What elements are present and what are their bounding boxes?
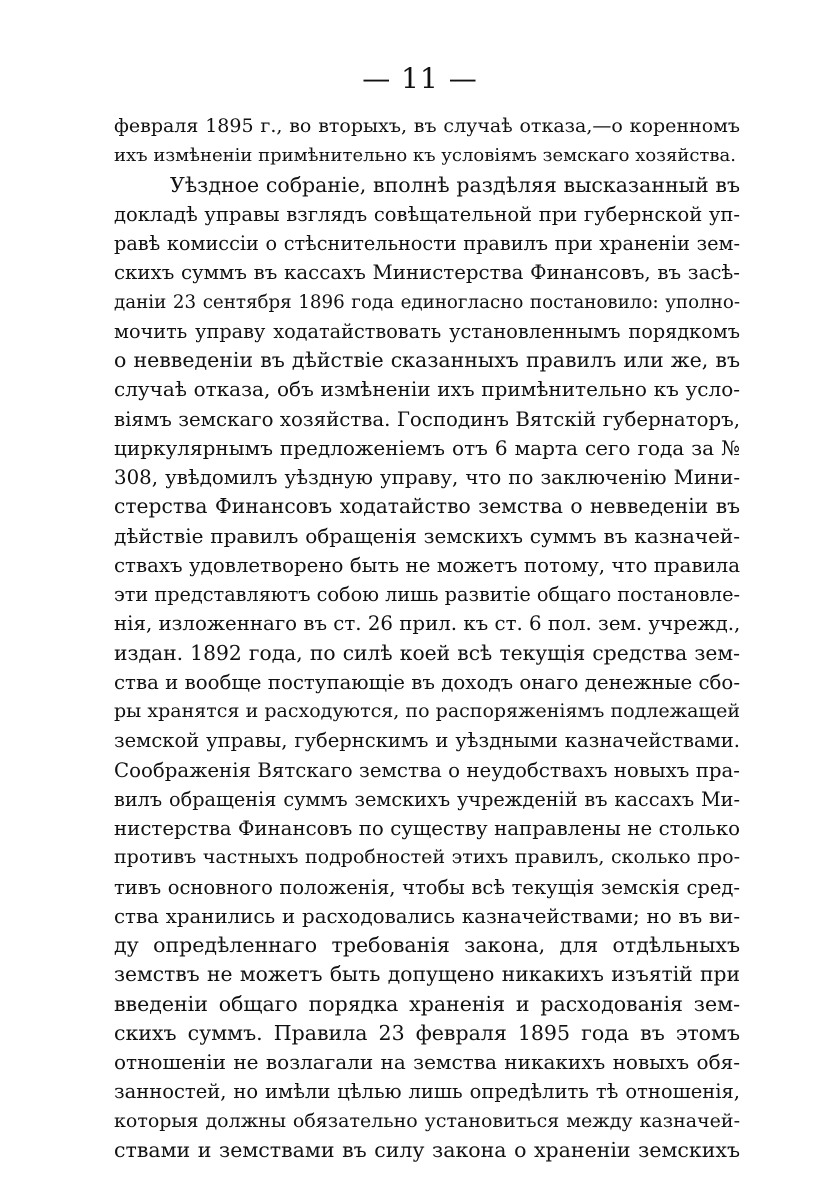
text-line: скихъ суммъ въ кассахъ Министерства Финансовъ, въ засѣ- xyxy=(114,261,740,285)
text-line: докладѣ управы взглядъ совѣщательной при губернской уп- xyxy=(114,202,740,226)
text-line: 308, увѣдомилъ уѣздную управу, что по заключенію Мини- xyxy=(114,466,740,489)
text-line: нія, изложеннаго въ ст. 26 прил. къ ст. 6 пол. зем. учрежд., xyxy=(114,612,740,636)
text-line: циркулярнымъ предложеніемъ отъ 6 марта сего года за № xyxy=(114,435,740,460)
text-line: ры хранятся и расходуются, по распоряженіямъ подлежащей xyxy=(114,700,740,722)
text-line: ствахъ удовлетворено быть не можетъ потому, что правила xyxy=(114,553,740,577)
text-line: стерства Финансовъ ходатайство земства о невведеніи въ xyxy=(114,494,740,519)
text-line: ства хранились и расходовались казначействами; но въ ви- xyxy=(114,904,740,928)
body-text xyxy=(114,112,740,1165)
text-line: Соображенія Вятскаго земства о неудобствахъ новыхъ пра- xyxy=(114,758,740,782)
text-line: скихъ суммъ. Правила 23 февраля 1895 года въ этомъ xyxy=(114,1020,740,1045)
text-line: эти представляютъ собою лишь развитіе общаго постановле- xyxy=(114,583,740,606)
text-line: случаѣ отказа, объ измѣненіи ихъ примѣнительно къ усло- xyxy=(114,377,740,402)
text-line: віямъ земскаго хозяйства. Господинъ Вятскій губернаторъ, xyxy=(114,407,740,431)
text-line: ствами и земствами въ силу закона о храненіи земскихъ xyxy=(114,1137,740,1162)
text-line: мочить управу ходатайствовать установленнымъ порядкомъ xyxy=(114,319,740,343)
text-line: введеніи общаго порядка храненія и расходованія зем- xyxy=(114,991,740,1016)
text-line: тивъ основного положенія, чтобы всѣ текущія земскія сред- xyxy=(114,875,740,899)
text-line: издан. 1892 года, по силѣ коей всѣ текущія средства зем- xyxy=(114,640,740,665)
text-line: противъ частныхъ подробностей этихъ правилъ, сколько про- xyxy=(114,846,740,869)
text-line: ства и вообще поступающіе въ доходъ онаго денежные сбо- xyxy=(114,670,740,694)
text-line: вилъ обращенія суммъ земскихъ учрежденій въ кассахъ Ми- xyxy=(114,787,740,811)
text-line: которыя должны обязательно установиться между казначей- xyxy=(114,1109,740,1132)
text-line: о невведеніи въ дѣйствіе сказанныхъ правилъ или же, въ xyxy=(114,348,740,372)
text-line: февраля 1895 г., во вторыхъ, въ случаѣ отказа,—о коренномъ xyxy=(114,115,740,137)
text-line: земской управы, губернскимъ и уѣздными казначействами. xyxy=(114,729,740,753)
text-line: отношеніи не возлагали на земства никакихъ новыхъ обя- xyxy=(114,1050,740,1074)
text-line: занностей, но имѣли цѣлью лишь опредѣлить тѣ отношенія, xyxy=(114,1080,740,1104)
paragraph-start-line: Уѣздное собраніе, вполнѣ раздѣляя высказанный въ xyxy=(170,172,740,197)
text-line: дѣйствіе правилъ обращенія земскихъ суммъ въ казначей- xyxy=(114,523,740,548)
text-line: ихъ измѣненіи примѣнительно къ условіямъ земскаго хозяйства. xyxy=(114,145,736,167)
text-line: земствъ не можетъ быть допущено никакихъ изъятій при xyxy=(114,962,740,987)
text-line: даніи 23 сентября 1896 года единогласно постановило: уполно- xyxy=(114,291,740,313)
text-line: ду опредѣленнаго требованія закона, для отдѣльныхъ xyxy=(114,933,740,957)
text-line: равѣ комиссіи о стѣснительности правилъ при храненіи зем- xyxy=(114,232,740,255)
page-number: — 11 — xyxy=(362,62,478,95)
text-line: нистерства Финансовъ по существу направлены не столько xyxy=(114,817,740,840)
